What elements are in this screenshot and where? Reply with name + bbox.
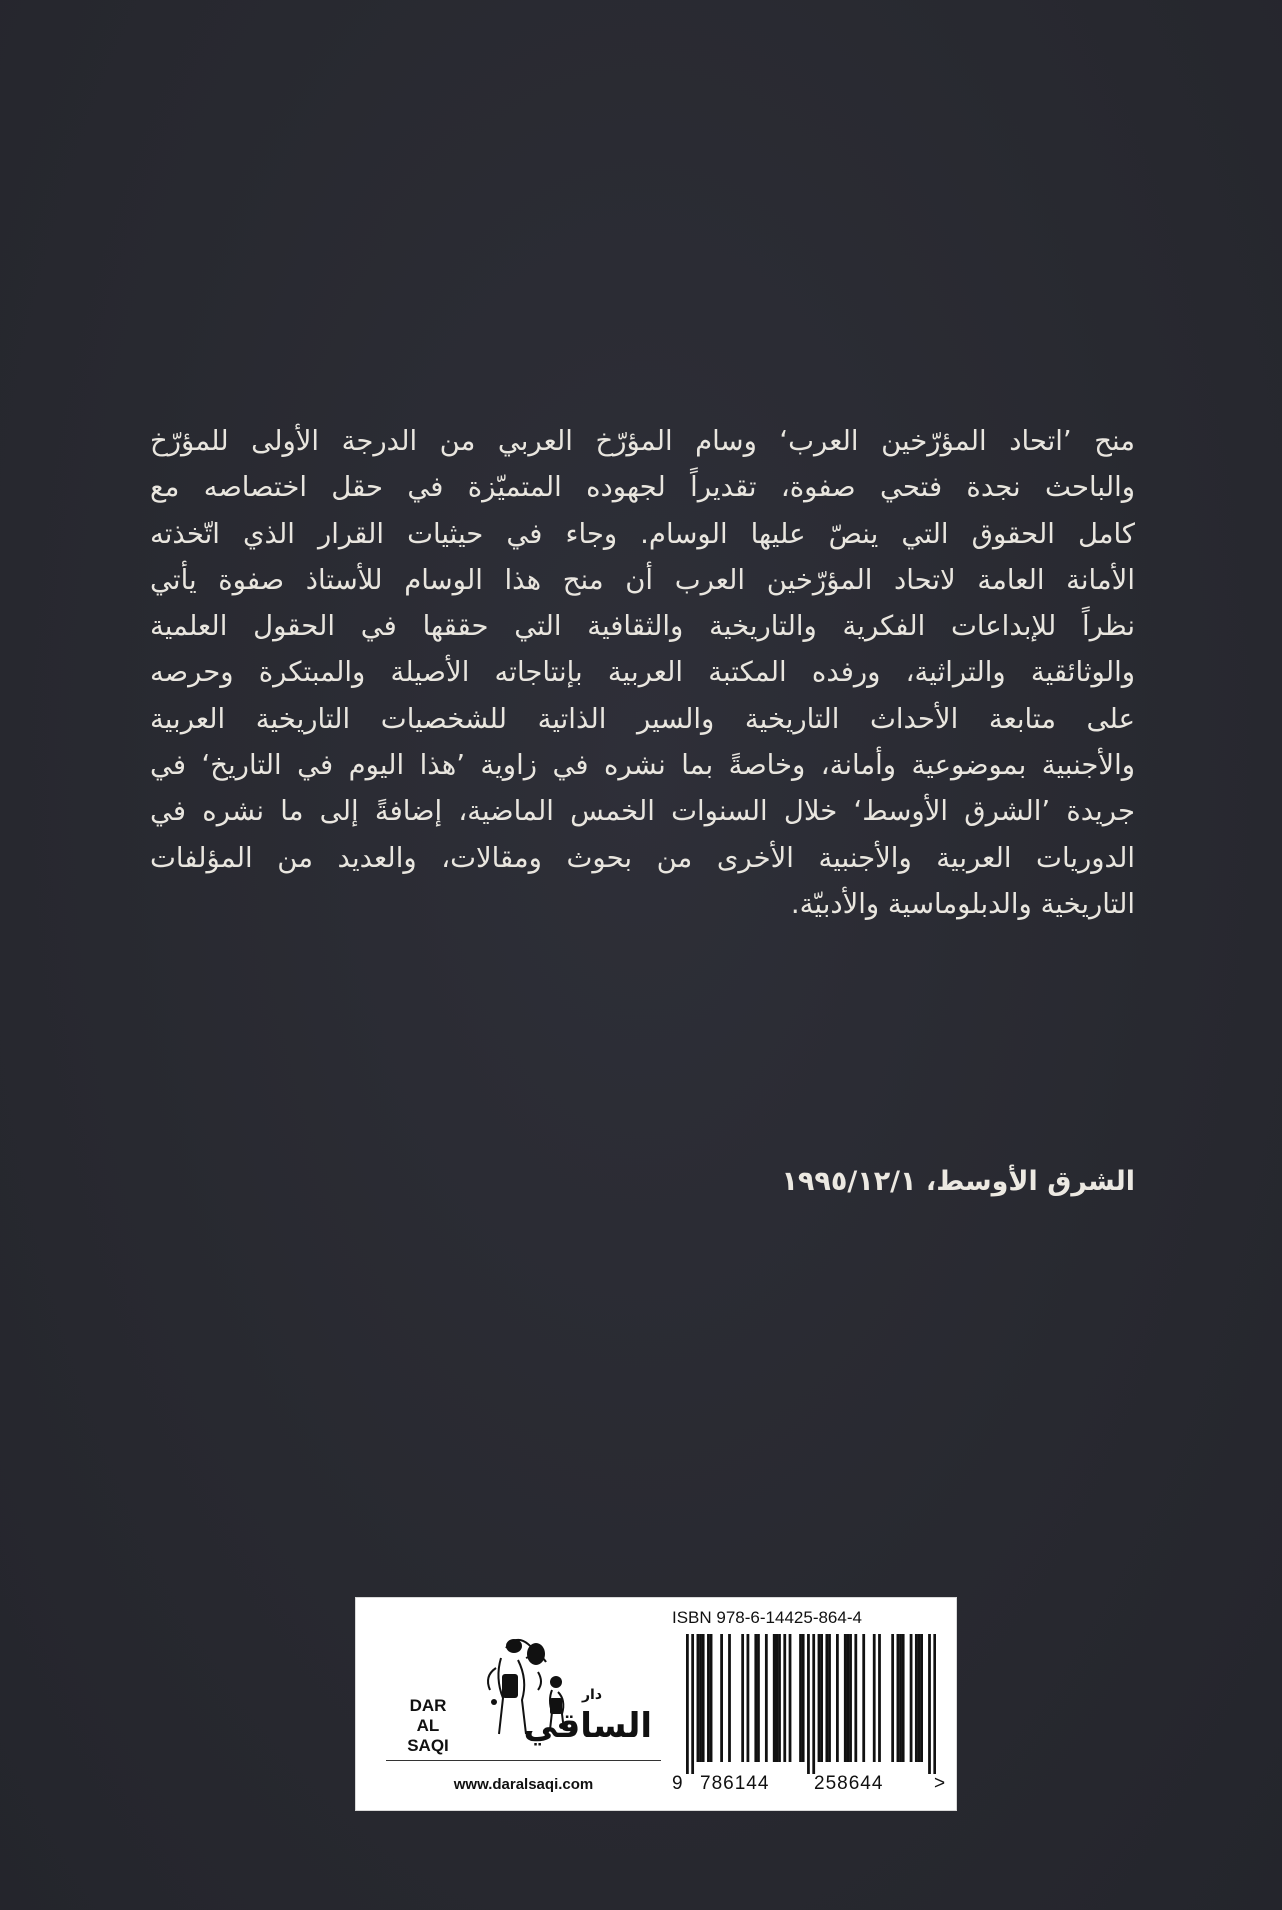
barcode-digits-right: 258644 — [814, 1773, 884, 1794]
barcode-bar — [818, 1634, 821, 1762]
barcode-bar — [812, 1634, 815, 1774]
blurb-line: والباحث نجدة فتحي صفوة، تقديراً لجهوده المتميّزة في حقل اختصاصه مع — [150, 471, 1135, 504]
barcode-icon — [686, 1634, 936, 1774]
publisher-name-arabic — [523, 1687, 652, 1748]
barcode-bar — [765, 1634, 768, 1762]
barcode-bar — [891, 1634, 894, 1762]
barcode-bar — [878, 1634, 881, 1762]
barcode-bar — [807, 1634, 810, 1774]
barcode-bar — [697, 1634, 700, 1762]
blurb-paragraph — [150, 418, 1135, 927]
barcode-bar — [828, 1634, 831, 1762]
publisher-website: www.daralsaqi.com — [453, 1776, 594, 1793]
barcode-bar — [836, 1634, 839, 1762]
barcode-bar — [757, 1634, 760, 1762]
barcode-bar — [783, 1634, 786, 1762]
barcode-digits-left: 786144 — [700, 1773, 770, 1794]
barcode-bar — [775, 1634, 778, 1762]
blurb-line: الأمانة العامة لاتحاد المؤرّخين العرب أن منح هذا الوسام للأستاذ صفوة يأتي — [150, 563, 1135, 596]
isbn-barcode — [672, 1608, 952, 1803]
barcode-bar — [847, 1634, 850, 1762]
blurb-line: والأجنبية بموضوعية وأمانة، وخاصةً بما نشره في زاوية ’هذا اليوم في التاريخ‘ في — [150, 749, 1135, 782]
blurb-line: منح ’اتحاد المؤرّخين العرب‘ وسام المؤرّخ العربي من الدرجة الأولى للمؤرّخ — [150, 425, 1135, 457]
barcode-bar — [873, 1634, 876, 1762]
barcode-bar — [686, 1634, 689, 1774]
barcode-bar — [728, 1634, 731, 1762]
blurb-line: كامل الحقوق التي ينصّ عليها الوسام. وجاء في حيثيات القرار الذي اتّخذته — [150, 517, 1135, 550]
isbn-label: ISBN 978-6-14425-864-4 — [672, 1608, 862, 1627]
barcode-quiet-mark: > — [934, 1773, 947, 1794]
barcode-digits — [672, 1773, 952, 1797]
barcode-bar — [849, 1634, 852, 1762]
blurb-line: والوثائقية والتراثية، ورفده المكتبة العربية بإنتاجاته الأصيلة والمبتكرة وحرصه — [150, 656, 1135, 689]
barcode-bar — [778, 1634, 781, 1762]
barcode-bar — [910, 1634, 913, 1762]
publisher-name-arabic-small: دار — [582, 1687, 603, 1703]
barcode-digit-first: 9 — [672, 1773, 684, 1794]
barcode-bar — [691, 1634, 694, 1774]
barcode-bar — [933, 1634, 936, 1774]
barcode-bar — [720, 1634, 723, 1762]
blurb-line: الدوريات العربية والأجنبية الأخرى من بحوث ومقالات، والعديد من المؤلفات — [150, 841, 1135, 874]
blurb-line: على متابعة الأحداث التاريخية والسير الذاتية للشخصيات التاريخية العربية — [150, 702, 1135, 735]
blurb-line: نظراً للإبداعات الفكرية والتاريخية والثقافية التي حققها في الحقول العلمية — [150, 610, 1135, 643]
publisher-name-line2: AL SAQI — [407, 1716, 449, 1755]
barcode-bar — [699, 1634, 702, 1762]
publisher-logo — [386, 1628, 681, 1803]
barcode-bar — [918, 1634, 921, 1762]
barcode-bar — [915, 1634, 918, 1762]
barcode-bar — [825, 1634, 828, 1762]
barcode-bar — [802, 1634, 805, 1762]
barcode-bar — [702, 1634, 705, 1762]
publisher-name-arabic-main: الساقي — [523, 1706, 652, 1746]
barcode-bar — [741, 1634, 744, 1762]
barcode-bar — [754, 1634, 757, 1762]
barcode-bar — [710, 1634, 713, 1762]
barcode-bar — [820, 1634, 823, 1762]
barcode-bar — [789, 1634, 792, 1762]
publisher-name-line1: DAR — [409, 1696, 447, 1715]
barcode-bar — [899, 1634, 902, 1762]
barcode-panel — [355, 1597, 957, 1811]
publisher-name-latin — [398, 1696, 458, 1756]
barcode-bar — [928, 1634, 931, 1774]
barcode-bar — [902, 1634, 905, 1762]
barcode-bar — [920, 1634, 923, 1762]
barcode-bar — [799, 1634, 802, 1762]
quote-source: الشرق الأوسط، ١٩٩٥/١٢/١ — [781, 1166, 1135, 1197]
barcode-bar — [747, 1634, 750, 1762]
barcode-bar — [773, 1634, 776, 1762]
blurb-line: جريدة ’الشرق الأوسط‘ خلال السنوات الخمس الماضية، إضافةً إلى ما نشره في — [150, 795, 1135, 828]
barcode-bar — [707, 1634, 710, 1762]
blurb-line: التاريخية والدبلوماسية والأدبيّة. — [790, 887, 1135, 920]
barcode-bar — [897, 1634, 900, 1762]
barcode-bar — [854, 1634, 857, 1762]
barcode-bar — [844, 1634, 847, 1762]
divider — [386, 1760, 661, 1761]
barcode-bar — [862, 1634, 865, 1762]
